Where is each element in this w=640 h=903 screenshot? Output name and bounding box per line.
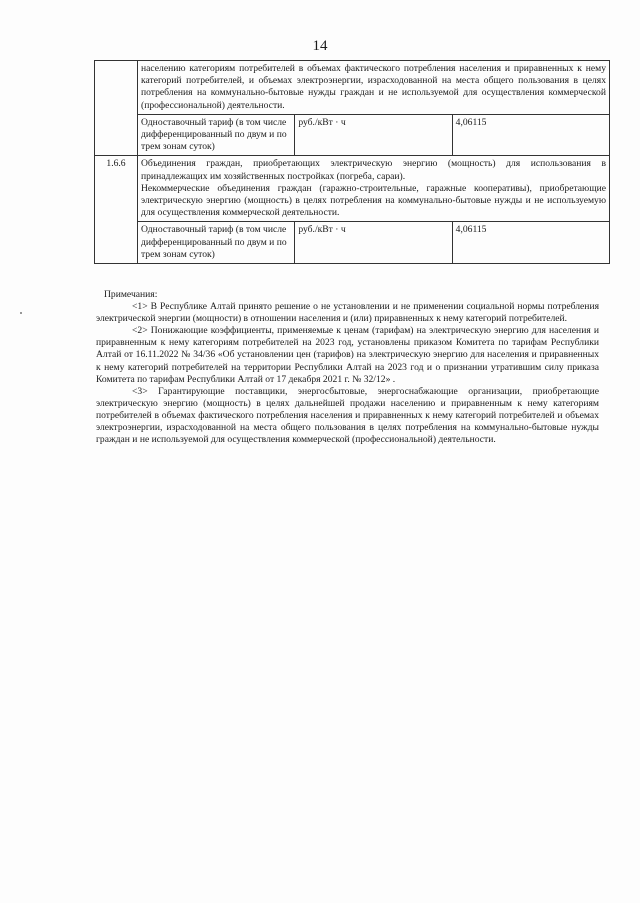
rate-name: Одноставочный тариф (в том числе дифференцированный по двум и по трем зонам суток): [138, 222, 295, 264]
rate-value: 4,06115: [452, 222, 609, 264]
notes-title: Примечания:: [104, 289, 158, 300]
notes-section: [96, 289, 599, 446]
rate-name: Одноставочный тариф (в том числе дифференцированный по двум и по трем зонам суток): [138, 114, 295, 156]
page-number: 14: [312, 38, 328, 54]
note-1: <1> В Республике Алтай принято решение о не установлении и не применении социальной нормы потребления электрической энергии (мощности) в отношении населения и (или) приравненных к нему категорий потребителей.: [96, 301, 599, 325]
category-description: населению категориям потребителей в объемах фактического потребления населения и приравненных к нему категорий потребителей, и объемах электроэнергии, израсходованной на места общего пользования в целях потребления на коммунально-бытовые нужды граждан и не используемой для осуществления коммерческой (профессиональной) деятельности.: [138, 61, 610, 115]
category-text-1: Объединения граждан, приобретающих электрическую энергию (мощность) для использования в принадлежащих им хозяйственных постройках (погреба, сараи).: [141, 158, 606, 182]
table-row: [95, 61, 610, 115]
table-row: [95, 114, 610, 156]
category-description: [138, 156, 610, 222]
tariff-table: [94, 60, 610, 264]
category-text-2: Некоммерческие объединения граждан (гаражно-строительные, гаражные кооперативы), приобретающие электрическую энергию (мощность) в целях потребления на коммунально-бытовые нужды и не используемую для осуществления коммерческой деятельности.: [141, 182, 606, 219]
rate-unit: руб./кВт · ч: [295, 114, 452, 156]
note-3: <3> Гарантирующие поставщики, энергосбытовые, энергоснабжающие организации, приобретающие электрическую энергию (мощность) в целях дальнейшей продажи населению и приравненным к нему категориям потребителей в объемах фактического потребления населения и приравненных к нему категорий потребителей и объемах электроэнергии, израсходованной на места общего пользования в целях потребления на коммунально-бытовые нужды граждан и не используемой для осуществления коммерческой (профессиональной) деятельности.: [96, 385, 599, 446]
rate-unit: руб./кВт · ч: [295, 222, 452, 264]
table-row: [95, 222, 610, 264]
note-2: <2> Понижающие коэффициенты, применяемые к ценам (тарифам) на электрическую энергию для населения и приравненным к нему категориям потребителей на 2023 год, установлены приказом Комитета по тарифам Республики Алтай от 16.11.2022 № 34/36 «Об установлении цен (тарифов) на электрическую энергию для населения и приравненных к нему категорий потребителей на территории Республики Алтай на 2023 год и о признании утратившим силу приказа Комитета по тарифам Республики Алтай от 17 декабря 2021 г. № 32/12» .: [96, 325, 599, 385]
row-code-cell: [95, 61, 138, 156]
rate-value: 4,06115: [452, 114, 609, 156]
row-code: 1.6.6: [95, 156, 138, 264]
table-row: [95, 156, 610, 222]
scan-speck: [20, 312, 22, 314]
